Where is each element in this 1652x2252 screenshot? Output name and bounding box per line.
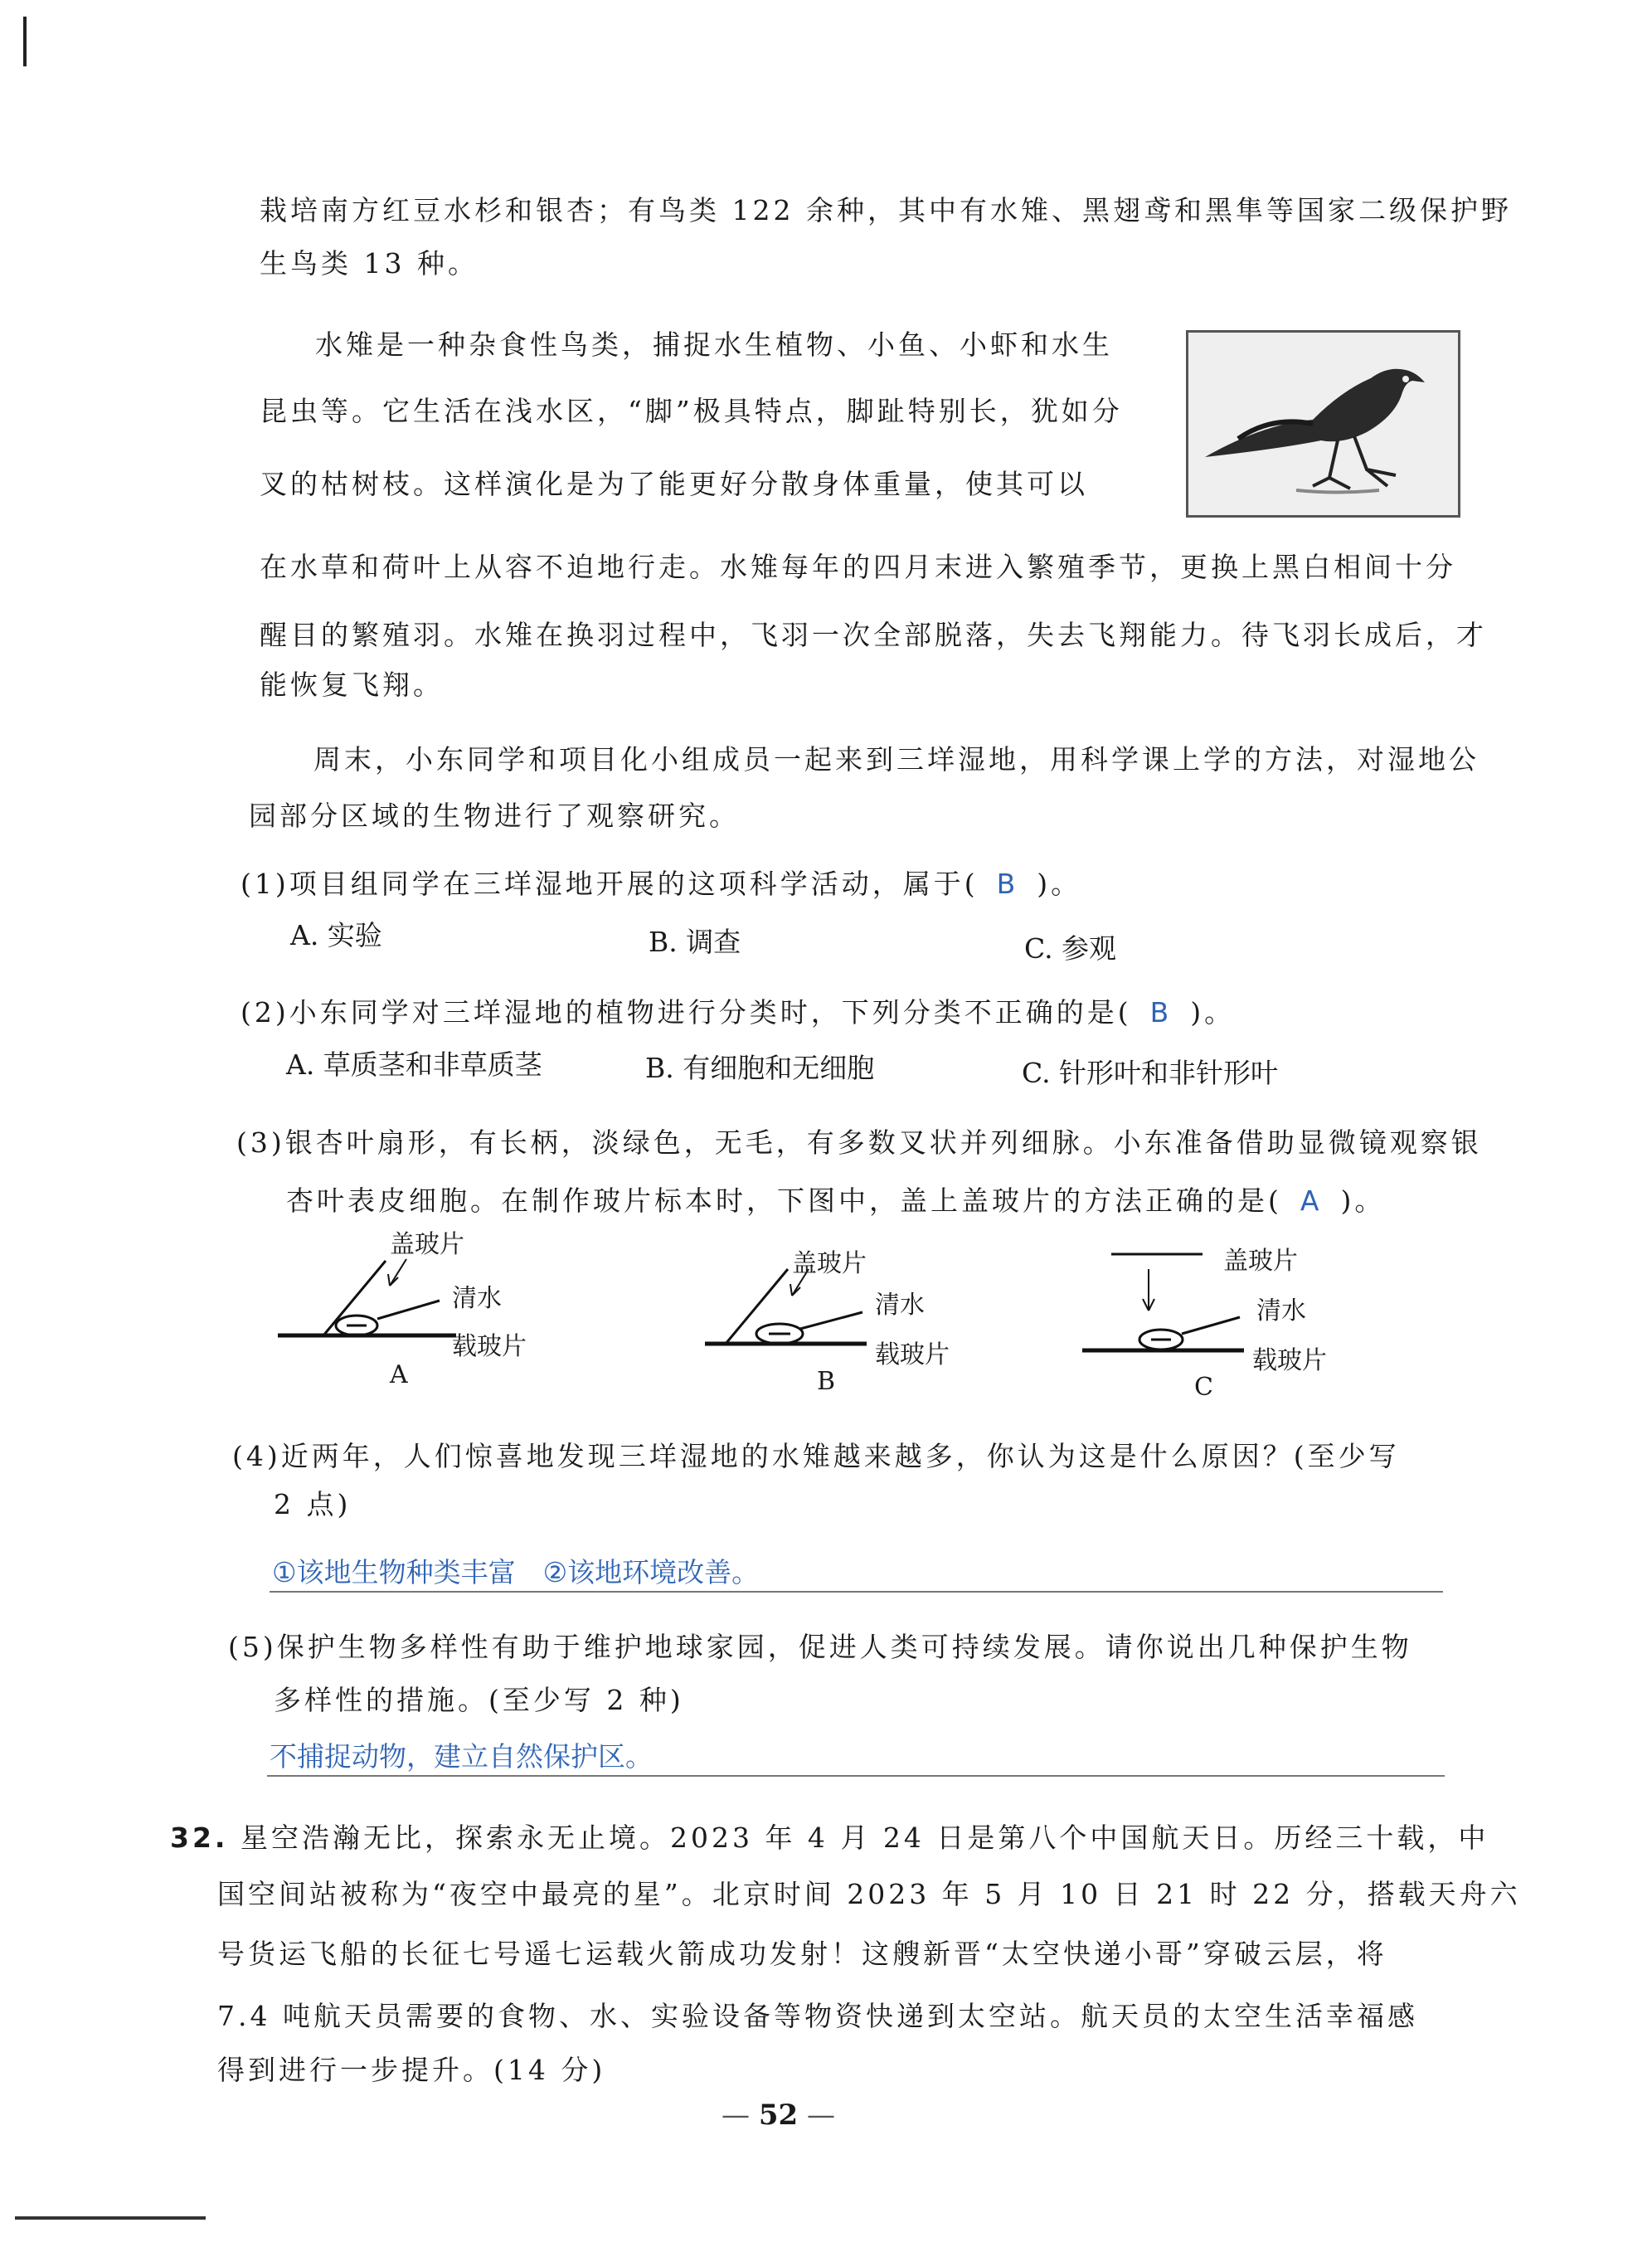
para2-line1: 水雉是一种杂食性鸟类，捕捉水生植物、小鱼、小虾和水生 [315,328,1113,361]
q2-option-a: A. 草质茎和非草质茎 [286,1048,542,1081]
para2-line5: 醒目的繁殖羽。水雉在换羽过程中，飞羽一次全部脱落，失去飞翔能力。待飞羽长成后，才 [260,619,1487,651]
q1-option-c: C. 参观 [1024,932,1117,965]
diagram-c-slide-label: 载玻片 [1252,1346,1327,1375]
page-number: — 52 — [722,2099,835,2132]
para2-line3: 叉的枯树枝。这样演化是为了能更好分散身体重量，使其可以 [260,468,1088,500]
q5-line1: (5)保护生物多样性有助于维护地球家园，促进人类可持续发展。请你说出几种保护生物 [228,1631,1412,1663]
q32-line1: 32. 星空浩瀚无比，探索永无止境。2023 年 4 月 24 日是第八个中国航天日。历经三十载，中 [170,1822,1489,1854]
q32-line5: 得到进行一步提升。(14 分) [217,2054,606,2086]
q5-answer: 不捕捉动物，建立自然保护区。 [270,1740,653,1773]
q1-option-b: B. 调查 [649,926,741,958]
diagram-a-water-label: 清水 [452,1284,502,1313]
q4-answer-line [270,1591,1443,1593]
para3-line2: 园部分区域的生物进行了观察研究。 [249,800,740,832]
bottom-margin-mark [15,2216,206,2220]
q4-answer: ①该地生物种类丰富 ②该地环境改善。 [272,1556,760,1588]
q5-line2: 多样性的措施。(至少写 2 种) [274,1684,684,1716]
diagram-a-slide-label: 载玻片 [452,1332,527,1361]
para2-line2: 昆虫等。它生活在浅水区，“脚”极具特点，脚趾特别长，犹如分 [260,395,1123,427]
para1-line1: 栽培南方红豆水杉和银杏；有鸟类 122 余种，其中有水雉、黑翅鸢和黑隼等国家二级保护野 [260,194,1512,226]
diagram-a-letter: A [390,1360,408,1389]
q32-line3: 号货运飞船的长征七号遥七运载火箭成功发射！这艘新晋“太空快递小哥”穿破云层，将 [217,1938,1387,1970]
diagram-c-letter: C [1194,1373,1213,1402]
diagram-b-letter: B [817,1367,836,1396]
margin-mark [23,17,27,66]
diagram-c-water-label: 清水 [1256,1296,1306,1325]
diagram-b-cover-label: 盖玻片 [792,1249,867,1278]
para1-line2: 生鸟类 13 种。 [260,247,479,280]
para2-line6: 能恢复飞翔。 [260,669,444,701]
para2-line4: 在水草和荷叶上从容不迫地行走。水雉每年的四月末进入繁殖季节，更换上黑白相间十分 [260,551,1456,583]
q32-line4: 7.4 吨航天员需要的食物、水、实验设备等物资快递到太空站。航天员的太空生活幸福感 [217,2000,1418,2032]
q1-stem: (1)项目组同学在三垟湿地开展的这项科学活动，属于( B )。 [241,868,1082,900]
q32-line2: 国空间站被称为“夜空中最亮的星”。北京时间 2023 年 5 月 10 日 21 时 22 分，搭载天舟六 [217,1878,1521,1910]
q4-line1: (4)近两年，人们惊喜地发现三垟湿地的水雉越来越多，你认为这是什么原因？(至少写 [232,1440,1400,1472]
q3-line1: (3)银杏叶扇形，有长柄，淡绿色，无毛，有多数叉状并列细脉。小东准备借助显微镜观察银 [236,1126,1482,1159]
q1-option-a: A. 实验 [290,919,382,951]
q1-answer: B [996,868,1019,900]
q3-line2: 杏叶表皮细胞。在制作玻片标本时，下图中，盖上盖玻片的方法正确的是( A )。 [286,1184,1386,1217]
q2-option-b: B. 有细胞和无细胞 [645,1052,875,1084]
q4-line2: 2 点) [274,1488,352,1520]
diagram-c-cover-label: 盖玻片 [1223,1247,1298,1276]
diagram-a-cover-label: 盖玻片 [390,1230,464,1259]
q5-answer-line [267,1775,1445,1777]
q2-answer: B [1149,996,1173,1029]
water-pheasant-photo [1186,330,1460,518]
para3-line1: 周末，小东同学和项目化小组成员一起来到三垟湿地，用科学课上学的方法，对湿地公 [313,743,1480,776]
q2-option-c: C. 针形叶和非针形叶 [1022,1057,1279,1089]
q32-number: 32. [170,1822,229,1854]
q3-answer: A [1300,1184,1323,1217]
diagram-b-slide-label: 载玻片 [875,1340,950,1369]
diagram-b-water-label: 清水 [875,1291,925,1320]
q2-stem: (2)小东同学对三垟湿地的植物进行分类时，下列分类不正确的是( B )。 [241,996,1236,1029]
